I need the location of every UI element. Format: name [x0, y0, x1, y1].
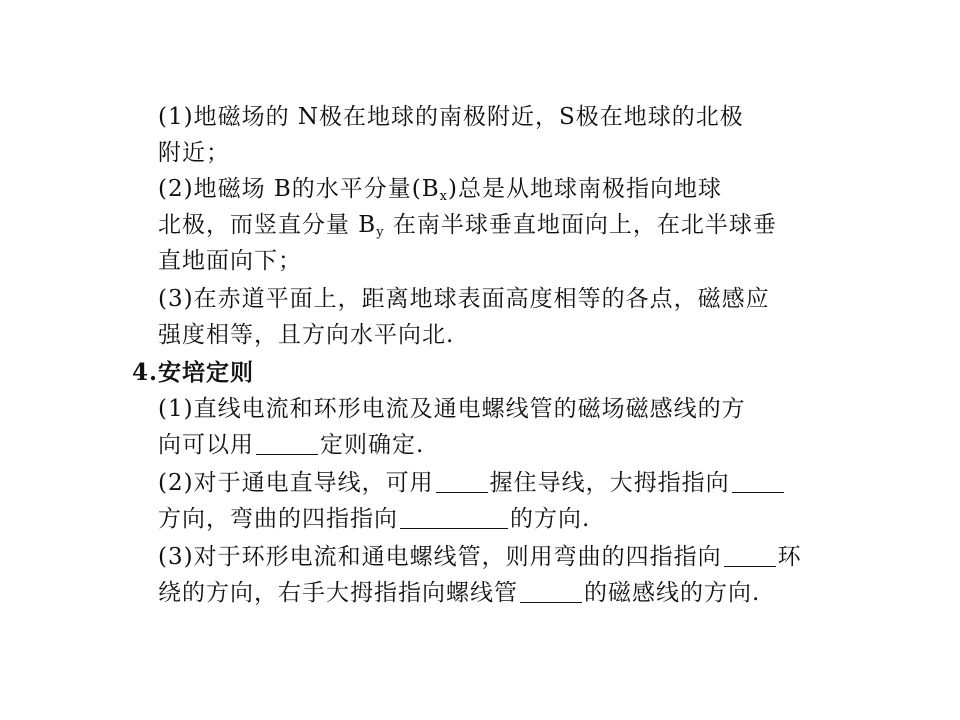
s3-item3-line1: [158, 284, 770, 314]
s3-item1-line2-text: 附近；: [158, 140, 230, 166]
s3-item3-line2: [158, 320, 454, 350]
s3-item2-line2-text-b: 在南半球垂直地面向上，在北半球垂: [384, 212, 777, 238]
s3-item2-line2: [158, 210, 777, 248]
s4-item2-line2: [158, 504, 590, 534]
s4-item3-line2-text-a: 绕的方向，右手大拇指指向螺线管: [158, 580, 518, 606]
s3-item1-line2: [158, 138, 230, 168]
s4-item2-line2-text-a: 方向，弯曲的四指指向: [158, 506, 398, 532]
s3-item2-line1-text-b: )总是从地球南极指向地球: [448, 176, 722, 202]
s4-item1-line2-text-b: 定则确定.: [320, 432, 425, 458]
fill-in-blank: [256, 432, 318, 455]
s3-item2-line1: [158, 174, 722, 212]
s4-item3-line1: [158, 542, 802, 572]
s3-item2-line1-text-a: (2)地磁场 B的水平分量(B: [158, 176, 440, 202]
s4-item3-line1-text-a: (3)对于环形电流和通电螺线管，则用弯曲的四指指向: [158, 544, 722, 570]
s4-item2-line2-text-b: 的方向.: [510, 506, 591, 532]
s4-item2-line1: [158, 468, 786, 498]
s3-item3-line2-text: 强度相等，且方向水平向北.: [158, 322, 455, 348]
fill-in-blank: [732, 470, 784, 493]
s4-item3-line1-text-b: 环: [777, 544, 802, 570]
s4-item1-line1-text: (1)直线电流和环形电流及通电螺线管的磁场磁感线的方: [158, 396, 746, 422]
s3-item2-line2-text-a: 北极，而竖直分量 B: [158, 212, 377, 238]
s3-item1-line1-text: (1)地磁场的 N极在地球的南极附近，S极在地球的北极: [158, 104, 744, 130]
s4-item3-line2-text-b: 的磁感线的方向.: [584, 580, 761, 606]
s3-item2-line2-sub: y: [376, 225, 385, 240]
s4-heading: [132, 358, 254, 388]
s4-heading-text: 4.安培定则: [132, 359, 255, 386]
s4-item1-line2: [158, 430, 424, 460]
s4-item3-line2: [158, 578, 760, 608]
s4-item2-line1-text-a: (2)对于通电直导线，可用: [158, 470, 434, 496]
s3-item2-line3: [158, 246, 302, 276]
fill-in-blank: [520, 580, 582, 603]
s4-item2-line1-text-b: 握住导线，大拇指指向: [489, 470, 730, 496]
s4-item1-line2-text-a: 向可以用: [158, 432, 254, 458]
s3-item2-line3-text: 直地面向下；: [158, 248, 302, 274]
s3-item1-line1: [158, 102, 744, 132]
s3-item2-line1-sub: x: [439, 189, 449, 204]
s3-item3-line1-text: (3)在赤道平面上，距离地球表面高度相等的各点，磁感应: [158, 286, 770, 312]
fill-in-blank: [400, 506, 508, 529]
fill-in-blank: [724, 544, 776, 567]
s4-item1-line1: [158, 394, 746, 424]
fill-in-blank: [436, 470, 488, 493]
